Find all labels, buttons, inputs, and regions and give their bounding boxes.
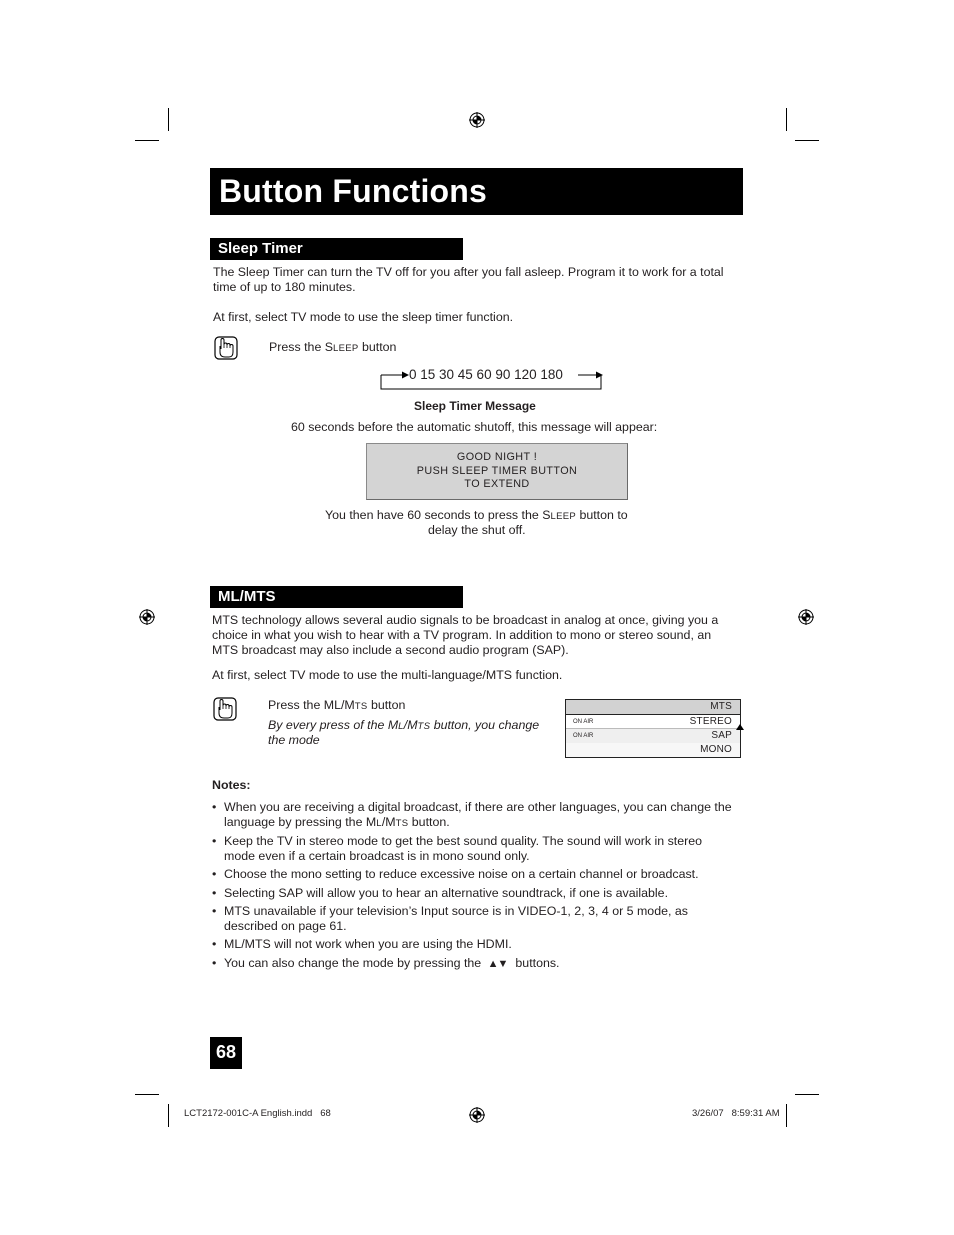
mts-italic-mid: /M [403,718,418,732]
footer-timestamp: 3/26/07 8:59:31 AM [692,1108,780,1119]
mts-italic-line1 [268,718,539,734]
page-number-box [210,1037,242,1069]
note-item: ML/MTS will not work when you are using the HDMI. [224,937,512,951]
mts-italic-sc2: TS [417,721,431,732]
sleep-after-prefix: You then have 60 seconds to press the S [325,508,551,522]
mts-option-sap [566,729,740,743]
crop-mark [786,108,787,131]
sleep-select-mode: At first, select TV mode to use the sleep timer function. [213,310,514,324]
mts-intro-line2: choice in what you wish to hear with a TV program. In addition to mono or stereo sound, an [212,628,712,642]
note-item: MTS unavailable if your television’s Input source is in VIDEO-1, 2, 3, 4 or 5 mode, as [224,904,688,918]
mts-press-suffix: button [367,698,406,712]
note-text: /M [381,815,396,829]
note-text: button. [408,815,450,829]
sleep-intro-line2: time of up to 180 minutes. [213,280,356,294]
mts-italic-sc1: L [398,721,404,732]
note-item: Keep the TV in stereo mode to get the best sound quality. The sound will work in stereo [224,834,703,848]
note-item: When you are receiving a digital broadcast, if there are other languages, you can change the [224,800,732,814]
ml-mts-heading-text: ML/MTS [218,588,276,605]
sleep-after-suffix: button to [576,508,628,522]
note-item: Selecting SAP will allow you to hear an alternative soundtrack, if one is available. [224,886,669,900]
note-text: language by pressing the M [224,815,377,829]
sleep-message-intro: 60 seconds before the automatic shutoff, this message will appear: [291,420,658,434]
mts-italic-suffix: button, you change [430,718,540,732]
mts-select-mode: At first, select TV mode to use the multi-language/MTS function. [212,668,563,682]
message-line: GOOD NIGHT ! [456,451,538,463]
mts-press-prefix: Press the ML/M [268,698,355,712]
sleep-timer-heading [210,238,463,260]
up-down-arrows-icon: ▲▼ [487,958,508,970]
crop-mark [786,1104,787,1127]
sleep-press-instruction [269,340,396,356]
mts-option-label: SAP [711,730,732,741]
note-text: buttons. [515,956,560,970]
hand-press-icon [213,697,237,721]
crop-mark [795,1094,819,1095]
sleep-after-button: LEEP [550,511,576,522]
note-text: You can also change the mode by pressing the [224,956,485,970]
page-number: 68 [215,1042,237,1062]
sleep-message-heading: Sleep Timer Message [414,399,536,413]
mts-button-name: TS [354,701,368,712]
registration-mark-icon [469,112,485,128]
mts-option-label: MONO [700,744,732,755]
bullet-dot: • [212,834,217,848]
bullet-dot: • [212,937,217,951]
sleep-press-prefix: Press the S [269,340,334,354]
mts-intro-line3: MTS broadcast may also include a second audio program (SAP). [212,643,569,657]
mts-press-instruction [268,698,405,714]
note-item-cont: mode even if a certain broadcast is in mono sound only. [224,849,530,863]
ml-mts-heading [210,586,463,608]
sleep-sequence-values: 0 15 30 45 60 90 120 180 [409,367,563,382]
page-title: Button Functions [219,173,488,209]
mts-mode-panel [565,699,741,758]
crop-mark [168,108,169,131]
notes-heading: Notes: [212,778,251,792]
mts-option-mono [566,743,740,757]
mts-panel-title: MTS [710,701,732,712]
mts-intro-line1: MTS technology allows several audio signals to be broadcast in analog at once, giving you a [212,613,719,627]
footer-file-name: LCT2172-001C-A English.indd 68 [184,1108,331,1119]
note-sc: L [376,818,382,829]
sleep-timer-message-box [366,443,628,500]
mts-italic-line2: the mode [268,733,320,747]
mts-italic-prefix: By every press of the M [268,718,399,732]
hand-press-icon [214,336,238,360]
bullet-dot: • [212,886,217,900]
bullet-dot: • [212,800,217,814]
selection-marker-icon [736,724,744,732]
sleep-press-suffix: button [358,340,397,354]
sleep-after-line2: delay the shut off. [428,523,526,537]
note-item: Choose the mono setting to reduce excessive noise on a certain channel or broadcast. [224,867,699,881]
note-sc: TS [395,818,409,829]
sleep-intro-line1: The Sleep Timer can turn the TV off for you after you fall asleep. Program it to work for a total [213,265,724,279]
registration-mark-icon [469,1107,485,1123]
on-air-label: ON AIR [573,733,594,739]
crop-mark [135,1094,159,1095]
mts-option-label: STEREO [689,716,732,727]
crop-mark [168,1104,169,1127]
mts-option-stereo [566,714,740,729]
crop-mark [795,140,819,141]
note-item [224,956,560,972]
registration-mark-icon [139,609,155,625]
page-title-bar [210,168,743,215]
message-line: PUSH SLEEP TIMER BUTTON [416,465,578,477]
on-air-label: ON AIR [573,719,594,725]
sleep-timer-heading-text: Sleep Timer [218,240,303,257]
bullet-dot: • [212,956,217,970]
note-item-cont [224,815,450,831]
sleep-after-line1 [325,508,628,524]
registration-mark-icon [798,609,814,625]
crop-mark [135,140,159,141]
sleep-button-name: LEEP [333,343,359,354]
bullet-dot: • [212,867,217,881]
note-item-cont: described on page 61. [224,919,347,933]
message-line: TO EXTEND [464,478,530,490]
bullet-dot: • [212,904,217,918]
mts-panel-title-row [566,700,740,714]
